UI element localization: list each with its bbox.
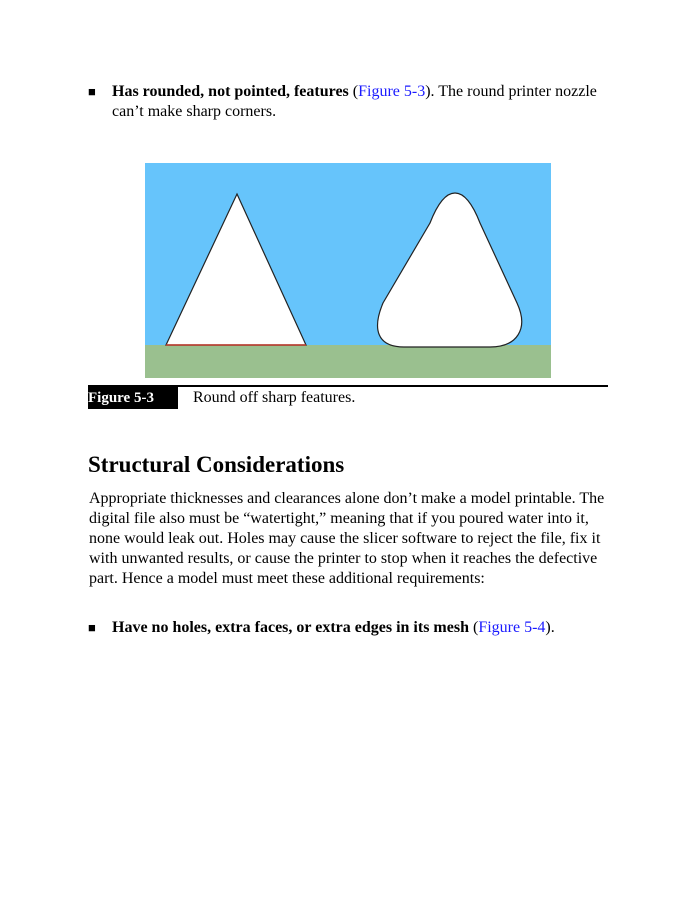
bullet-square-icon: ■ <box>88 84 96 99</box>
body-paragraph: Appropriate thicknesses and clearances alone don’t make a model printable. The digital file also must be “watertight,” meaning that if you poured water into it, none would leak out. Holes may cause the slicer software to reject the file, fix it with unwanted results, or cause the printer to stop when it reaches the defective part. Hence a model must meet these additional requirements: <box>89 490 605 587</box>
bullet-bold-text: Have no holes, extra faces, or extra edges in its mesh <box>112 619 469 636</box>
bullet-paren-open: ( <box>468 619 479 636</box>
ground-strip <box>145 345 551 378</box>
figure-illustration <box>145 163 551 378</box>
bullet-text <box>112 82 598 122</box>
bullet-rest-text: ). <box>545 619 555 636</box>
figure-caption: Round off sharp features. <box>193 389 356 406</box>
figure-5-3-link[interactable]: Figure 5-3 <box>358 83 426 100</box>
bullet-text <box>112 618 608 638</box>
figure-5-4-link[interactable]: Figure 5-4 <box>478 619 546 636</box>
list-item <box>88 618 608 638</box>
bullet-square-icon: ■ <box>88 620 96 635</box>
list-item <box>88 82 598 122</box>
figure-svg <box>145 163 551 378</box>
bullet-paren-open: ( <box>348 83 359 100</box>
bullet-bold-text: Has rounded, not pointed, features <box>112 83 349 100</box>
bullet-rest-text: ). The round printer nozzle can’t make sharp corners. <box>112 83 597 120</box>
section-heading: Structural Considerations <box>88 452 345 477</box>
figure-label: Figure 5-3 <box>88 387 178 409</box>
